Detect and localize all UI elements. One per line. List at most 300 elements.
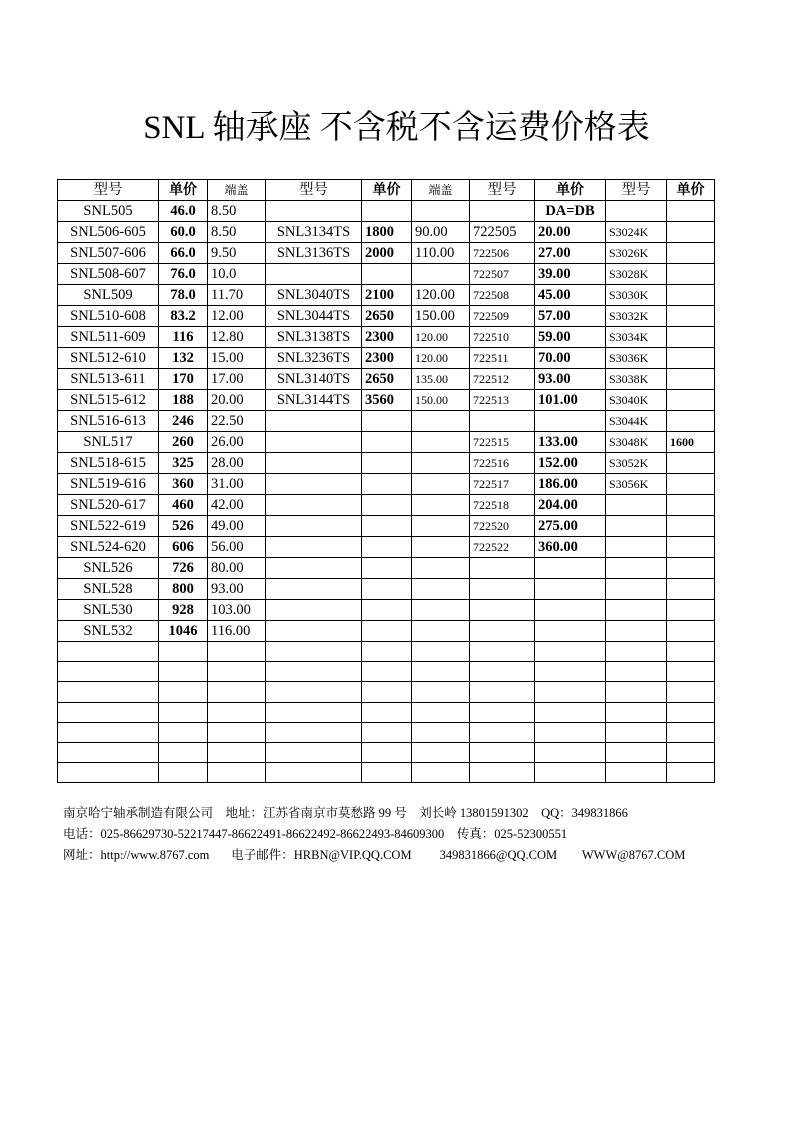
- cell-ts-price: [362, 201, 412, 222]
- cell-s-price: [667, 558, 715, 579]
- cell-ts-end-cap: 120.00: [412, 285, 470, 306]
- cell-model: SNL516-613: [58, 411, 159, 432]
- cell-ts-price: 2650: [362, 306, 412, 327]
- cell-end-cap: [208, 642, 266, 662]
- cell-model: SNL524-620: [58, 537, 159, 558]
- cell-ts-model: [266, 600, 362, 621]
- cell-end-cap: 10.0: [208, 264, 266, 285]
- cell-ts-price: 2650: [362, 369, 412, 390]
- cell-end-cap: 9.50: [208, 243, 266, 264]
- cell-ts-price: [362, 453, 412, 474]
- cell-ts-model: SNL3236TS: [266, 348, 362, 369]
- header-price-3: 单价: [535, 180, 606, 201]
- table-row: [58, 579, 715, 600]
- table-row: [58, 682, 715, 702]
- cell-model: SNL513-611: [58, 369, 159, 390]
- cell-ts-model: [266, 682, 362, 702]
- cell-ts-price: [362, 474, 412, 495]
- cell-series-722-model: [470, 722, 535, 742]
- cell-series-722-model: [470, 702, 535, 722]
- cell-end-cap: 20.00: [208, 390, 266, 411]
- cell-end-cap: [208, 722, 266, 742]
- cell-ts-model: [266, 558, 362, 579]
- cell-series-722-model: 722510: [470, 327, 535, 348]
- cell-series-722-price: 45.00: [535, 285, 606, 306]
- cell-series-722-model: 722515: [470, 432, 535, 453]
- table-row: [58, 642, 715, 662]
- table-row: [58, 264, 715, 285]
- cell-model: [58, 682, 159, 702]
- cell-end-cap: 80.00: [208, 558, 266, 579]
- cell-end-cap: 56.00: [208, 537, 266, 558]
- cell-s-model: [606, 516, 667, 537]
- cell-s-price: [667, 348, 715, 369]
- cell-model: SNL508-607: [58, 264, 159, 285]
- cell-series-722-model: [470, 662, 535, 682]
- cell-s-model: S3038K: [606, 369, 667, 390]
- cell-series-722-model: 722506: [470, 243, 535, 264]
- cell-ts-end-cap: 120.00: [412, 348, 470, 369]
- cell-price: 66.0: [159, 243, 208, 264]
- cell-price: [159, 763, 208, 783]
- header-model-2: 型号: [266, 180, 362, 201]
- table-row: [58, 222, 715, 243]
- table-row: [58, 702, 715, 722]
- cell-series-722-price: 186.00: [535, 474, 606, 495]
- cell-price: 526: [159, 516, 208, 537]
- cell-ts-model: [266, 453, 362, 474]
- cell-ts-model: [266, 537, 362, 558]
- table-row: [58, 621, 715, 642]
- cell-s-price: [667, 516, 715, 537]
- cell-ts-price: [362, 702, 412, 722]
- cell-series-722-price: 152.00: [535, 453, 606, 474]
- cell-price: 76.0: [159, 264, 208, 285]
- cell-s-model: S3036K: [606, 348, 667, 369]
- cell-s-price: [667, 621, 715, 642]
- cell-price: 606: [159, 537, 208, 558]
- cell-s-model: S3048K: [606, 432, 667, 453]
- cell-ts-end-cap: 150.00: [412, 306, 470, 327]
- table-row: [58, 285, 715, 306]
- footer-company-address: 南京哈宁轴承制造有限公司 地址：江苏省南京市莫愁路 99 号 刘长岭 13801591302 QQ：349831866: [63, 806, 628, 820]
- cell-series-722-model: 722520: [470, 516, 535, 537]
- cell-ts-price: 3560: [362, 390, 412, 411]
- cell-s-model: [606, 642, 667, 662]
- cell-s-model: [606, 600, 667, 621]
- table-row: [58, 763, 715, 783]
- cell-ts-price: [362, 264, 412, 285]
- cell-ts-end-cap: [412, 742, 470, 762]
- table-row: [58, 201, 715, 222]
- cell-s-price: [667, 222, 715, 243]
- table-header-row: [58, 180, 715, 201]
- price-table: [57, 179, 715, 783]
- cell-ts-end-cap: [412, 537, 470, 558]
- cell-s-model: [606, 558, 667, 579]
- header-cap-1: 端盖: [208, 180, 266, 201]
- cell-s-price: [667, 662, 715, 682]
- cell-s-model: [606, 702, 667, 722]
- cell-price: 188: [159, 390, 208, 411]
- cell-s-price: [667, 682, 715, 702]
- cell-ts-model: [266, 474, 362, 495]
- cell-s-price: [667, 495, 715, 516]
- cell-end-cap: 42.00: [208, 495, 266, 516]
- cell-series-722-model: [470, 600, 535, 621]
- cell-s-price: [667, 763, 715, 783]
- cell-ts-price: [362, 763, 412, 783]
- cell-price: 260: [159, 432, 208, 453]
- cell-ts-end-cap: [412, 411, 470, 432]
- cell-model: SNL517: [58, 432, 159, 453]
- table-row: [58, 558, 715, 579]
- cell-series-722-model: 722518: [470, 495, 535, 516]
- cell-s-model: [606, 537, 667, 558]
- cell-ts-model: [266, 516, 362, 537]
- cell-price: 360: [159, 474, 208, 495]
- cell-ts-end-cap: [412, 264, 470, 285]
- table-row: [58, 390, 715, 411]
- cell-ts-model: [266, 264, 362, 285]
- cell-price: [159, 702, 208, 722]
- cell-s-model: S3056K: [606, 474, 667, 495]
- footer-web-email: 网址：http://www.8767.com 电子邮件：HRBN@VIP.QQ.COM 349831866@QQ.COM WWW@8767.COM: [63, 848, 686, 862]
- cell-series-722-model: 722508: [470, 285, 535, 306]
- cell-s-price: [667, 453, 715, 474]
- cell-model: SNL520-617: [58, 495, 159, 516]
- cell-ts-end-cap: 110.00: [412, 243, 470, 264]
- cell-series-722-price: 275.00: [535, 516, 606, 537]
- table-row: [58, 432, 715, 453]
- cell-ts-end-cap: [412, 201, 470, 222]
- cell-series-722-model: 722517: [470, 474, 535, 495]
- cell-model: SNL511-609: [58, 327, 159, 348]
- cell-s-model: S3034K: [606, 327, 667, 348]
- cell-model: SNL528: [58, 579, 159, 600]
- cell-ts-price: [362, 642, 412, 662]
- cell-end-cap: [208, 702, 266, 722]
- cell-price: 246: [159, 411, 208, 432]
- cell-series-722-price: 101.00: [535, 390, 606, 411]
- cell-ts-model: [266, 702, 362, 722]
- cell-s-price: [667, 369, 715, 390]
- cell-ts-price: 2300: [362, 327, 412, 348]
- table-row: [58, 495, 715, 516]
- cell-ts-model: SNL3138TS: [266, 327, 362, 348]
- cell-model: SNL522-619: [58, 516, 159, 537]
- cell-price: 928: [159, 600, 208, 621]
- cell-ts-end-cap: [412, 662, 470, 682]
- cell-s-price: [667, 722, 715, 742]
- cell-series-722-model: 722522: [470, 537, 535, 558]
- cell-ts-model: [266, 411, 362, 432]
- cell-ts-end-cap: [412, 516, 470, 537]
- cell-ts-price: [362, 516, 412, 537]
- cell-end-cap: [208, 662, 266, 682]
- cell-ts-price: [362, 600, 412, 621]
- cell-ts-end-cap: [412, 763, 470, 783]
- cell-ts-end-cap: [412, 682, 470, 702]
- cell-ts-end-cap: [412, 600, 470, 621]
- cell-price: 325: [159, 453, 208, 474]
- header-cap-2: 端盖: [412, 180, 470, 201]
- cell-series-722-price: [535, 702, 606, 722]
- table-row: [58, 600, 715, 621]
- cell-ts-end-cap: [412, 579, 470, 600]
- cell-ts-model: SNL3040TS: [266, 285, 362, 306]
- cell-s-price: [667, 243, 715, 264]
- cell-price: 800: [159, 579, 208, 600]
- cell-model: SNL507-606: [58, 243, 159, 264]
- cell-series-722-model: 722507: [470, 264, 535, 285]
- cell-s-price: [667, 600, 715, 621]
- cell-ts-model: SNL3136TS: [266, 243, 362, 264]
- cell-series-722-price: [535, 642, 606, 662]
- cell-price: [159, 682, 208, 702]
- cell-s-model: [606, 621, 667, 642]
- cell-s-price: [667, 264, 715, 285]
- cell-series-722-model: 722512: [470, 369, 535, 390]
- cell-end-cap: 8.50: [208, 222, 266, 243]
- cell-price: 1046: [159, 621, 208, 642]
- footer-phone-fax: 电话：025-86629730-52217447-86622491-86622492-86622493-84609300 传真：025-52300551: [63, 827, 568, 841]
- table-row: [58, 306, 715, 327]
- cell-s-price: [667, 702, 715, 722]
- cell-series-722-price: [535, 558, 606, 579]
- cell-series-722-price: 360.00: [535, 537, 606, 558]
- cell-price: [159, 722, 208, 742]
- cell-series-722-price: DA=DB: [535, 201, 606, 222]
- cell-s-model: [606, 722, 667, 742]
- cell-model: SNL510-608: [58, 306, 159, 327]
- cell-s-model: S3044K: [606, 411, 667, 432]
- cell-series-722-price: 27.00: [535, 243, 606, 264]
- cell-series-722-price: [535, 662, 606, 682]
- cell-ts-model: SNL3134TS: [266, 222, 362, 243]
- cell-price: 460: [159, 495, 208, 516]
- cell-s-model: [606, 763, 667, 783]
- cell-model: SNL506-605: [58, 222, 159, 243]
- cell-series-722-price: [535, 621, 606, 642]
- cell-s-model: S3040K: [606, 390, 667, 411]
- table-row: [58, 369, 715, 390]
- cell-s-price: [667, 327, 715, 348]
- cell-price: 726: [159, 558, 208, 579]
- cell-price: [159, 662, 208, 682]
- cell-ts-price: 2000: [362, 243, 412, 264]
- cell-s-price: [667, 742, 715, 762]
- cell-end-cap: 31.00: [208, 474, 266, 495]
- cell-series-722-price: 70.00: [535, 348, 606, 369]
- cell-series-722-price: 59.00: [535, 327, 606, 348]
- cell-series-722-model: 722511: [470, 348, 535, 369]
- cell-s-model: [606, 662, 667, 682]
- cell-ts-price: [362, 722, 412, 742]
- cell-ts-end-cap: [412, 621, 470, 642]
- cell-s-model: S3032K: [606, 306, 667, 327]
- header-price-4: 单价: [667, 180, 715, 201]
- cell-series-722-price: [535, 742, 606, 762]
- cell-s-model: [606, 495, 667, 516]
- cell-ts-end-cap: 150.00: [412, 390, 470, 411]
- cell-s-model: S3028K: [606, 264, 667, 285]
- cell-ts-model: SNL3140TS: [266, 369, 362, 390]
- cell-series-722-model: 722509: [470, 306, 535, 327]
- cell-series-722-model: [470, 201, 535, 222]
- cell-price: [159, 742, 208, 762]
- cell-ts-price: 1800: [362, 222, 412, 243]
- cell-price: [159, 642, 208, 662]
- cell-series-722-price: [535, 411, 606, 432]
- cell-ts-model: SNL3044TS: [266, 306, 362, 327]
- cell-end-cap: 103.00: [208, 600, 266, 621]
- cell-series-722-price: [535, 763, 606, 783]
- cell-model: SNL526: [58, 558, 159, 579]
- cell-s-model: [606, 579, 667, 600]
- cell-price: 78.0: [159, 285, 208, 306]
- cell-price: 132: [159, 348, 208, 369]
- cell-s-model: [606, 682, 667, 702]
- cell-series-722-model: [470, 621, 535, 642]
- cell-series-722-price: [535, 722, 606, 742]
- cell-ts-model: [266, 742, 362, 762]
- cell-s-price: [667, 285, 715, 306]
- cell-series-722-model: [470, 742, 535, 762]
- cell-end-cap: 11.70: [208, 285, 266, 306]
- table-row: [58, 243, 715, 264]
- cell-ts-end-cap: 90.00: [412, 222, 470, 243]
- cell-ts-model: [266, 763, 362, 783]
- cell-s-price: 1600: [667, 432, 715, 453]
- cell-model: SNL505: [58, 201, 159, 222]
- cell-ts-end-cap: 120.00: [412, 327, 470, 348]
- cell-ts-model: SNL3144TS: [266, 390, 362, 411]
- cell-series-722-price: [535, 682, 606, 702]
- cell-end-cap: 22.50: [208, 411, 266, 432]
- cell-ts-model: [266, 662, 362, 682]
- cell-model: [58, 742, 159, 762]
- cell-series-722-model: 722516: [470, 453, 535, 474]
- cell-series-722-price: 20.00: [535, 222, 606, 243]
- cell-ts-price: [362, 558, 412, 579]
- cell-model: SNL519-616: [58, 474, 159, 495]
- cell-end-cap: 12.00: [208, 306, 266, 327]
- cell-s-price: [667, 642, 715, 662]
- cell-end-cap: 49.00: [208, 516, 266, 537]
- header-price-2: 单价: [362, 180, 412, 201]
- cell-ts-price: 2100: [362, 285, 412, 306]
- cell-price: 83.2: [159, 306, 208, 327]
- cell-series-722-price: 39.00: [535, 264, 606, 285]
- cell-ts-end-cap: [412, 453, 470, 474]
- cell-model: SNL530: [58, 600, 159, 621]
- cell-s-price: [667, 306, 715, 327]
- cell-ts-price: 2300: [362, 348, 412, 369]
- cell-series-722-model: [470, 579, 535, 600]
- cell-end-cap: 28.00: [208, 453, 266, 474]
- cell-price: 116: [159, 327, 208, 348]
- cell-series-722-model: [470, 642, 535, 662]
- table-row: [58, 453, 715, 474]
- table-row: [58, 474, 715, 495]
- footer: [63, 803, 685, 866]
- cell-end-cap: 17.00: [208, 369, 266, 390]
- cell-s-model: [606, 742, 667, 762]
- table-row: [58, 327, 715, 348]
- cell-model: [58, 722, 159, 742]
- table-row: [58, 722, 715, 742]
- cell-ts-model: [266, 642, 362, 662]
- cell-end-cap: 26.00: [208, 432, 266, 453]
- cell-series-722-price: [535, 579, 606, 600]
- cell-model: [58, 662, 159, 682]
- cell-s-price: [667, 201, 715, 222]
- cell-model: [58, 763, 159, 783]
- header-model-4: 型号: [606, 180, 667, 201]
- cell-ts-price: [362, 682, 412, 702]
- cell-series-722-model: [470, 682, 535, 702]
- cell-ts-model: [266, 579, 362, 600]
- cell-ts-end-cap: 135.00: [412, 369, 470, 390]
- cell-series-722-price: 93.00: [535, 369, 606, 390]
- cell-end-cap: [208, 763, 266, 783]
- cell-series-722-model: 722513: [470, 390, 535, 411]
- table-row: [58, 516, 715, 537]
- cell-s-model: S3052K: [606, 453, 667, 474]
- cell-ts-price: [362, 621, 412, 642]
- cell-ts-price: [362, 495, 412, 516]
- cell-series-722-model: [470, 558, 535, 579]
- cell-s-price: [667, 390, 715, 411]
- cell-end-cap: 12.80: [208, 327, 266, 348]
- cell-ts-price: [362, 411, 412, 432]
- cell-s-model: [606, 201, 667, 222]
- cell-s-model: S3024K: [606, 222, 667, 243]
- cell-model: [58, 702, 159, 722]
- cell-ts-end-cap: [412, 474, 470, 495]
- cell-model: SNL532: [58, 621, 159, 642]
- cell-s-model: S3030K: [606, 285, 667, 306]
- cell-end-cap: [208, 682, 266, 702]
- cell-model: SNL512-610: [58, 348, 159, 369]
- header-model-1: 型号: [58, 180, 159, 201]
- cell-ts-model: [266, 432, 362, 453]
- cell-model: [58, 642, 159, 662]
- cell-price: 46.0: [159, 201, 208, 222]
- cell-ts-model: [266, 201, 362, 222]
- header-price-1: 单价: [159, 180, 208, 201]
- cell-ts-price: [362, 662, 412, 682]
- cell-s-model: S3026K: [606, 243, 667, 264]
- cell-ts-price: [362, 742, 412, 762]
- cell-ts-end-cap: [412, 642, 470, 662]
- cell-ts-price: [362, 579, 412, 600]
- cell-ts-model: [266, 495, 362, 516]
- page-title: SNL 轴承座 不含税不含运费价格表: [143, 110, 650, 146]
- cell-model: SNL518-615: [58, 453, 159, 474]
- cell-series-722-price: [535, 600, 606, 621]
- table-row: [58, 537, 715, 558]
- cell-ts-end-cap: [412, 702, 470, 722]
- cell-series-722-price: 133.00: [535, 432, 606, 453]
- cell-model: SNL515-612: [58, 390, 159, 411]
- cell-ts-model: [266, 722, 362, 742]
- cell-series-722-model: [470, 763, 535, 783]
- cell-model: SNL509: [58, 285, 159, 306]
- cell-end-cap: 116.00: [208, 621, 266, 642]
- cell-price: 60.0: [159, 222, 208, 243]
